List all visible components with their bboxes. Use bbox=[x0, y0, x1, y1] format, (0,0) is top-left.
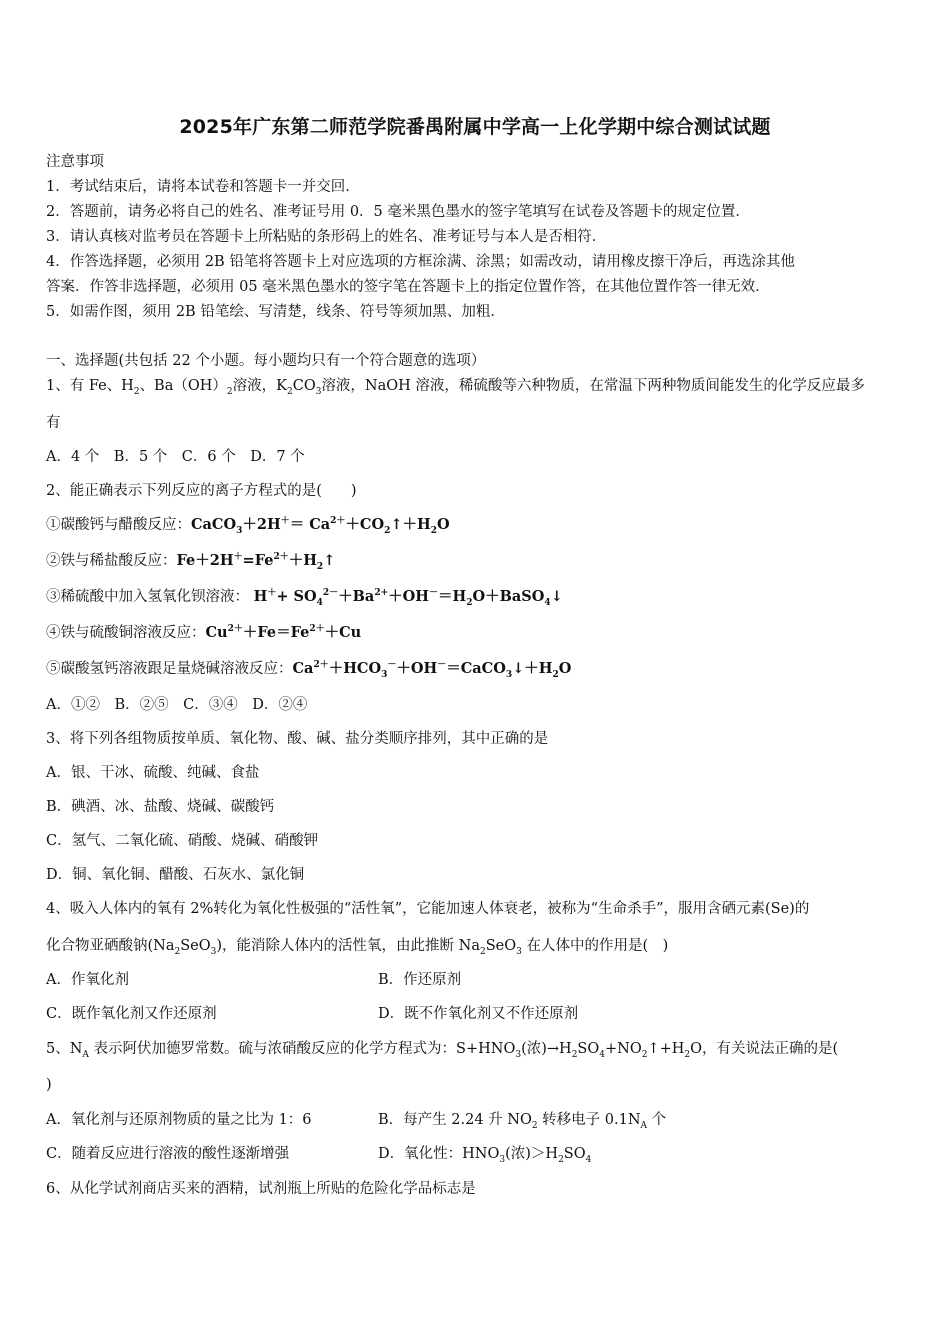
question-4-option-d: D．既不作氧化剂又不作还原剂 bbox=[378, 1006, 579, 1022]
question-4-option-c: C．既作氧化剂又作还原剂 bbox=[46, 1006, 217, 1022]
question-2-stem: 2、能正确表示下列反应的离子方程式的是( ) bbox=[46, 483, 357, 499]
question-3-option-c: C．氢气、二氧化硫、硝酸、烧碱、硝酸钾 bbox=[46, 833, 319, 849]
notice-item: 答案．作答非选择题，必须用 05 毫米黑色墨水的签字笔在答题卡上的指定位置作答，在其他位置作答一律无效． bbox=[46, 279, 770, 295]
question-4-option-b: B．作还原剂 bbox=[378, 972, 462, 988]
question-1-stem-cont: 有 bbox=[46, 415, 61, 431]
question-3-option-b: B．碘酒、冰、盐酸、烧碱、碳酸钙 bbox=[46, 799, 275, 815]
question-5-option-a: A．氧化剂与还原剂物质的量之比为 1：6 bbox=[46, 1112, 312, 1128]
notice-item: 3．请认真核对监考员在答题卡上所粘贴的条形码上的姓名、准考证号与本人是否相符． bbox=[46, 229, 607, 245]
page-title: 2025年广东第二师范学院番禺附属中学高一上化学期中综合测试试题 bbox=[179, 116, 771, 138]
question-5-option-d: D．氧化性：$HNO_3$(浓)$>H_2SO_4$ bbox=[378, 1146, 592, 1165]
question-5-stem-cont: ) bbox=[46, 1077, 52, 1093]
question-2-reaction-2: ②铁与稀盐酸反应：$Fe+2H^+=Fe^{2+}+H_2↑$ bbox=[46, 552, 336, 572]
question-3-stem: 3、将下列各组物质按单质、氧化物、酸、碱、盐分类顺序排列，其中正确的是 bbox=[46, 731, 549, 747]
question-3-option-d: D．铜、氧化铜、醋酸、石灰水、氯化铜 bbox=[46, 867, 305, 883]
section-heading: 一、选择题(共包括 22 个小题。每小题均只有一个符合题意的选项） bbox=[46, 353, 486, 369]
notice-heading: 注意事项 bbox=[46, 154, 104, 170]
question-4-stem-cont: 化合物亚硒酸钠$(Na_2SeO_3)$，能消除人体内的活性氧，由此推断 $Na_2SeO_3$ 在人体中的作用是( ) bbox=[46, 938, 669, 957]
question-4-option-a: A．作氧化剂 bbox=[46, 972, 129, 988]
question-1-options: A．4 个 B．5 个 C．6 个 D．7 个 bbox=[46, 449, 305, 465]
question-3-option-a: A．银、干冰、硫酸、纯碱、食盐 bbox=[46, 765, 260, 781]
question-4-stem: 4、吸入人体内的氧有 2%转化为氧化性极强的“活性氧”，它能加速人体衰老，被称为“生命杀手”，服用含硒元素(Se)的 bbox=[46, 901, 810, 917]
question-6-stem: 6、从化学试剂商店买来的酒精，试剂瓶上所贴的危险化学品标志是 bbox=[46, 1181, 476, 1197]
notice-item: 5．如需作图，须用 2B 铅笔绘、写清楚，线条、符号等须加黑、加粗． bbox=[46, 304, 505, 320]
question-5-option-c: C．随着反应进行溶液的酸性逐渐增强 bbox=[46, 1146, 290, 1162]
question-1-stem: 1、有 Fe、$H_2$、$Ba(OH)_2$溶液，$K_2CO_3$溶液，NaOH 溶液，稀硫酸等六种物质，在常温下两种物质间能发生的化学反应最多 bbox=[46, 378, 865, 397]
question-2-options: A．①② B．②⑤ C．③④ D．②④ bbox=[46, 697, 308, 713]
question-5-option-b: B．每产生 2.24 升 $NO_2$ 转移电子 $0.1N_A$ 个 bbox=[378, 1112, 667, 1131]
question-2-reaction-4: ④铁与硫酸铜溶液反应：$Cu^{2+}+Fe=Fe^{2+}+Cu$ bbox=[46, 624, 362, 641]
question-2-reaction-1: ①碳酸钙与醋酸反应：CaCO$_3$＋2H＋＝ $Ca^{2+}+CO_2↑+H_2O$ bbox=[46, 516, 450, 536]
notice-item: 4．作答选择题，必须用 2B 铅笔将答题卡上对应选项的方框涂满、涂黑；如需改动，请用橡皮擦干净后，再选涂其他 bbox=[46, 254, 795, 270]
question-2-reaction-3: ③稀硫酸中加入氢氧化钡溶液： $H^++ SO_4^{2-}+Ba^{2+}+OH^-=H_2O+BaSO_4↓$ bbox=[46, 588, 563, 608]
question-5-stem: 5、$N_A$ 表示阿伏加德罗常数。硫与浓硝酸反应的化学方程式为：$S+HNO_3$(浓)$\to H_2SO_4+NO_2↑+H_2O$，有关说法正确的是( bbox=[46, 1041, 839, 1060]
question-2-reaction-5: ⑤碳酸氢钙溶液跟足量烧碱溶液反应：$Ca^{2+}+HCO_3^-+OH^-=CaCO_3↓+H_2O$ bbox=[46, 660, 572, 680]
notice-item: 1．考试结束后，请将本试卷和答题卡一并交回． bbox=[46, 179, 360, 195]
notice-item: 2．答题前，请务必将自己的姓名、准考证号用 0．5 毫米黑色墨水的签字笔填写在试卷及答题卡的规定位置． bbox=[46, 204, 750, 220]
